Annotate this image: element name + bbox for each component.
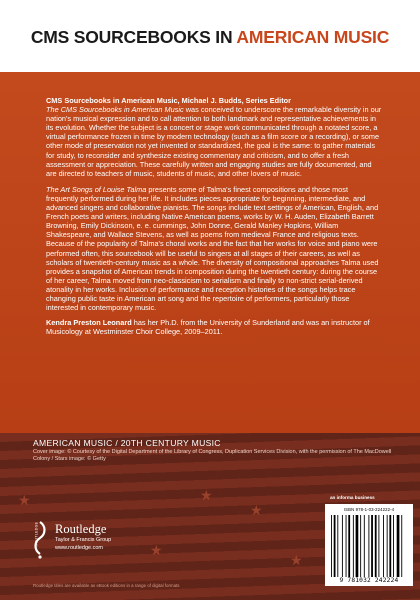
author-name: Kendra Preston Leonard [46, 318, 132, 328]
description-text [46, 96, 382, 342]
book-title-italic: The Art Songs of Louise Talma [46, 184, 147, 194]
series-title-part1: CMS SOURCEBOOKS IN [30, 27, 237, 47]
isbn-text: ISBN 978-1-03-224222-4 [343, 507, 395, 512]
series-paragraph [46, 96, 382, 178]
author-paragraph [46, 318, 382, 336]
series-title [0, 27, 420, 48]
ebook-note: Routledge titles are available as eBook editions in a range of digital formats [33, 583, 180, 588]
barcode-number: 9 781032 242224 [339, 577, 399, 584]
series-title-part2: AMERICAN MUSIC [236, 27, 390, 47]
publisher-name: Routledge [55, 522, 107, 536]
star-icon: ★ [250, 503, 263, 519]
series-editor-line: CMS Sourcebooks in American Music, Michael J. Budds, Series Editor [46, 96, 291, 105]
star-icon: ★ [290, 553, 303, 569]
series-paragraph-text: was conceived to underscore the remarkable diversity in our nation's musical expression and to call attention to both landmark and representative achievements in its evolution. Whether the subject is a concert or stage work communicated through a notated score, a virtual performance frozen in time by modern technology (such as a film score or a recording), or some other mode of preservation not yet invented or standardized, the goal is the same: to gather materials for study, to reconsider and synthesize existing commentary and criticism, and to offer a fresh assessment or appreciation. These carefully written and engaging studies are fully documented, and are directed to teachers of music, students of music, and other lovers of music. [46, 105, 382, 178]
star-icon: ★ [18, 493, 31, 509]
star-icon: ★ [150, 543, 163, 559]
barcode-icon [331, 515, 407, 577]
informa-tagline: an informa business [330, 495, 375, 500]
publisher-group: Taylor & Francis Group [55, 537, 112, 543]
image-credits: Cover image: © Courtesy of the Digital Department of the Library of Congress, Duplication Services Division, with the permission of The MacDowell Colony / Stars image: © Getty [33, 449, 392, 463]
series-name-italic: The CMS Sourcebooks in American Music [46, 105, 184, 115]
routledge-logo-icon [30, 520, 50, 560]
publisher-url[interactable]: www.routledge.com [55, 545, 103, 551]
logo-vertical-text: ROUTLEDGE [34, 521, 39, 547]
book-paragraph-text: presents some of Talma's finest compositions and those most frequently performed during her life. It includes pieces appropriate for beginning, intermediate, and advanced singers and collaborative pianists. The songs include text settings of American, English, and French poets and writers, including Native American poems, works by W. H. Auden, Elizabeth Barrett Browning, Emily Dickinson, e. e. cummings, John Donne, Gerald Manley Hopkins, William Shakespeare, and Wallace Stevens, as well as poems from medieval France and religious texts. Because of the popularity of Talma's choral works and the fact that her works for voice and piano were performed often, this sourcebook will be useful to singers at all stages of their careers, as well as scholars of twentieth-century music as a whole. The diversity of compositional approaches Talma used provides a snapshot of American trends in composition during the twentieth century: during the course of her career, Talma moved from neo-classicism to serialism and finally to non-strict serial-derived atonality in her works. Inclusion of performance and reception histories of the songs helps trace changing public taste in American art song and the repertoire of performers, particularly those interested in contemporary music. [46, 184, 379, 313]
subject-category: AMERICAN MUSIC / 20TH CENTURY MUSIC [33, 438, 221, 448]
star-icon: ★ [200, 488, 213, 504]
book-paragraph [46, 185, 382, 312]
barcode-label [325, 504, 413, 586]
author-bio: has her Ph.D. from the University of Sunderland and was an instructor of Musicology at Westminster Choir College, 2009–2011. [46, 318, 370, 337]
